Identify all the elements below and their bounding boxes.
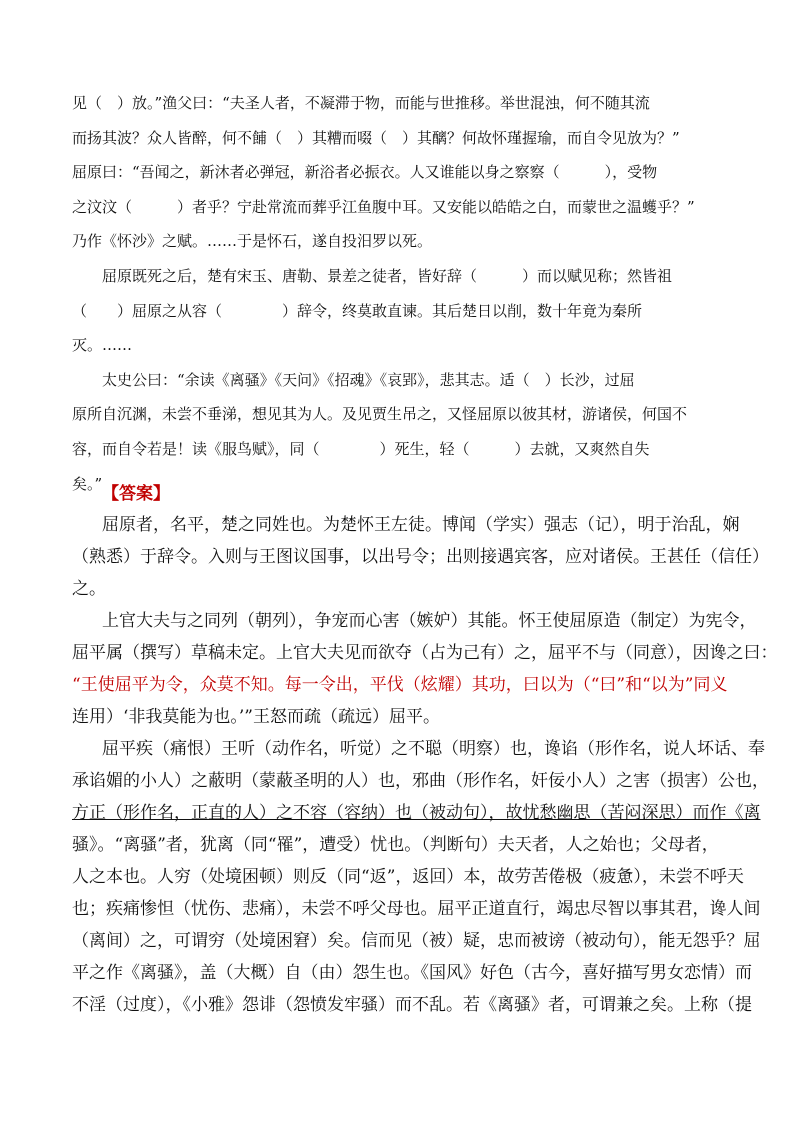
exercise-paragraph-1 [72, 86, 728, 259]
answer-line: “王使屈平为令，众莫不知。每一令出，平伐（炫耀）其功，曰以为（“曰”和“以为”同义 [72, 675, 728, 695]
text-line: 而扬其波？众人皆醉，何不餔（ ）其糟而啜（ ）其醨？何故怀瑾握瑜，而自令见放为？” [72, 128, 680, 147]
answer-line: 屈平属（撰写）草稿未定。上官大夫见而欲夺（占为己有）之，屈平不与（同意），因谗之曰： [72, 643, 778, 663]
answer-line: 之。 [72, 579, 106, 599]
exercise-section [72, 86, 728, 501]
answer-line: 连用）‘非我莫能为也。’”王怒而疏（疏远）屈平。 [72, 707, 440, 727]
text-line: 见（ ）放。”渔父曰：“夫圣人者，不凝滞于物，而能与世推移。举世混浊，何不随其流 [72, 94, 650, 112]
answer-line: 方正（形作名，正直的人）之不容（容纳）也（被动句），故忧愁幽思（苦闷深思）而作《离 [72, 803, 761, 823]
answer-line: （熟悉）于辞令。入则与王图议国事，以出号令；出则接遇宾客，应对诸侯。王甚任（信任） [72, 547, 769, 567]
answer-header: 【答案】 [102, 484, 170, 504]
answer-section [72, 479, 778, 1021]
text-line: 乃作《怀沙》之赋。……于是怀石，遂自投汨罗以死。 [72, 232, 433, 251]
answer-line: 屈平疾（痛恨）王听（动作名，听觉）之不聪（明察）也，谗谄（形作名，说人坏话、奉 [102, 739, 765, 759]
answer-line: 承谄媚的小人）之蔽明（蒙蔽圣明的人）也，邪曲（形作名，奸佞小人）之害（损害）公也， [72, 771, 769, 791]
answer-line: 屈原者，名平，楚之同姓也。为楚怀王左徒。博闻（学实）强志（记），明于治乱，娴 [102, 515, 740, 535]
answer-line: （离间）之，可谓穷（处境困窘）矣。信而见（被）疑，忠而被谤（被动句），能无怨乎？屈 [72, 931, 761, 951]
text-line: 原所自沉渊，未尝不垂涕，想见其为人。及见贾生吊之，又怪屈原以彼其材，游诸侯，何国不 [72, 405, 688, 424]
text-line: 之汶汶（ ）者乎？宁赴常流而葬乎江鱼腹中耳。又安能以皓皓之白，而蒙世之温蠖乎？” [72, 197, 695, 216]
answer-line: 骚》。“离骚”者，犹离（同“罹”，遭受）忧也。（判断句）夫天者，人之始也；父母者， [72, 835, 719, 855]
answer-line: 上官大夫与之同列（朝列），争宠而心害（嫉妒）其能。怀王使屈原造（制定）为宪令， [102, 611, 757, 631]
text-line: 屈原既死之后，楚有宋玉、唐勒、景差之徒者，皆好辞（ ）而以赋见称；然皆祖 [102, 266, 673, 285]
text-line: 灭。…… [72, 336, 133, 355]
text-line: （ ）屈原之从容（ ）辞令，终莫敢直谏。其后楚日以削，数十年竟为秦所 [72, 301, 643, 320]
text-line: 太史公曰：“余读《离骚》《天问》《招魂》《哀郢》，悲其志。适（ ）长沙，过屈 [102, 370, 635, 389]
text-line: 矣。” [72, 474, 103, 493]
text-line: 屈原曰：“吾闻之，新沐者必弹冠，新浴者必振衣。人又谁能以身之察察（ ），受物 [72, 163, 658, 182]
answer-line: 不淫（过度），《小雅》怨诽（怨愤发牢骚）而不乱。若《离骚》者，可谓兼之矣。上称（提 [72, 995, 752, 1015]
answer-line: 人之本也。人穷（处境困顿）则反（同“返”，返回）本，故劳苦倦极（疲惫），未尝不呼天 [72, 867, 744, 887]
exercise-paragraph-2 [72, 259, 728, 363]
answer-line: 也；疾痛惨怛（忧伤、悲痛），未尝不呼父母也。屈平正道直行，竭忠尽智以事其君，谗人间 [72, 899, 761, 919]
answer-line: 平之作《离骚》，盖（大概）自（由）怨生也。《国风》好色（古今，喜好描写男女恋情）而 [72, 963, 752, 983]
text-line: 容，而自令若是！读《服鸟赋》，同（ ）死生，轻（ ）去就，又爽然自失 [72, 439, 650, 458]
